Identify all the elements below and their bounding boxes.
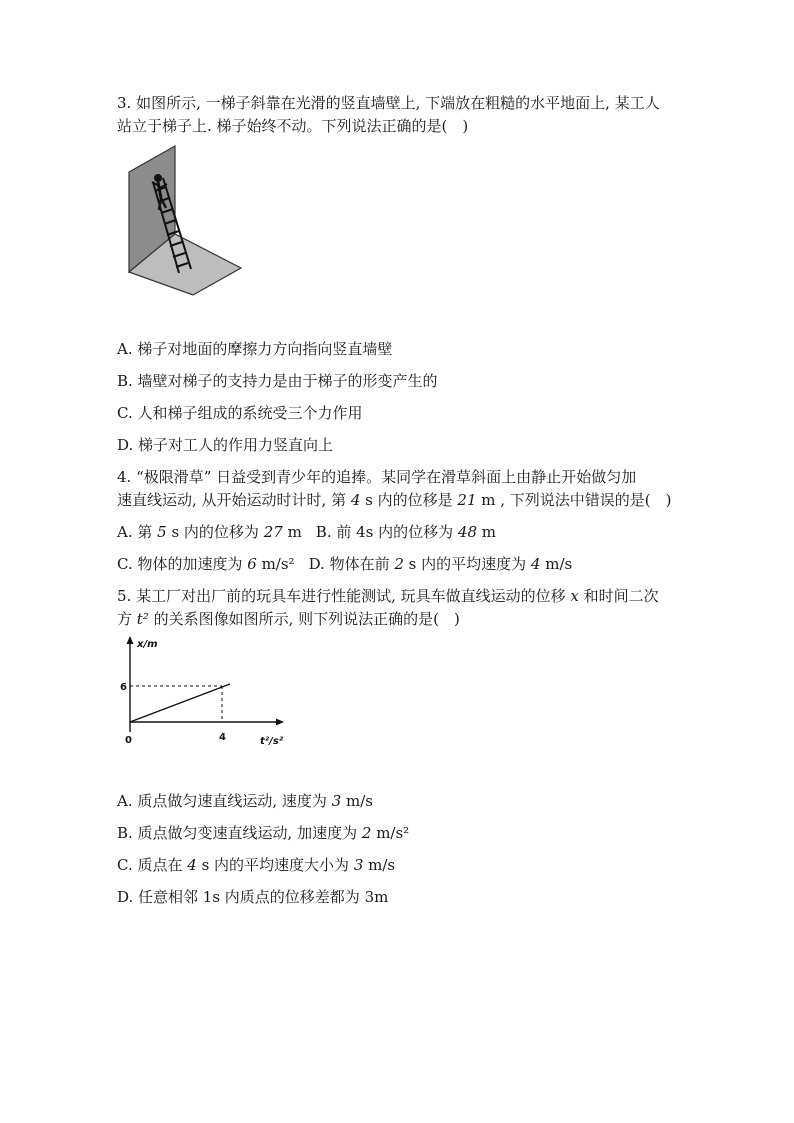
q3-option-c: C. 人和梯子组成的系统受三个力作用 — [117, 404, 363, 422]
q4-option-a: A. 第 5 s 内的位移为 27 m — [117, 523, 302, 541]
q4-options-row-2 — [117, 553, 572, 575]
q3-stem-line-2: 站立于梯子上. 梯子始终不动。下列说法正确的是( ) — [117, 117, 469, 135]
x-t2-graph — [117, 632, 292, 752]
q4-option-c: C. 物体的加速度为 6 m/s² — [117, 555, 295, 573]
q4-stem-line-2: 速直线运动, 从开始运动时计时, 第 4 s 内的位移是 21 m , 下列说法中错误的是( ) — [117, 491, 672, 509]
q5-option-b: B. 质点做匀变速直线运动, 加速度为 2 m/s² — [117, 824, 410, 842]
x-tick-label: 4 — [219, 732, 226, 743]
q3-option-a: A. 梯子对地面的摩擦力方向指向竖直墙壁 — [117, 340, 393, 358]
q5-option-a: A. 质点做匀速直线运动, 速度为 3 m/s — [117, 792, 373, 810]
q5-option-d: D. 任意相邻 1s 内质点的位移差都为 3m — [117, 888, 389, 906]
y-axis-label: x/m — [137, 639, 158, 650]
x-axis-arrow — [276, 719, 284, 726]
q4-option-b: B. 前 4s 内的位移为 48 m — [315, 523, 496, 541]
q5-stem-line-2: 方 t² 的关系图像如图所示, 则下列说法正确的是( ) — [117, 610, 460, 628]
y-tick-label: 6 — [120, 682, 127, 693]
q5-stem-line-1: 5. 某工厂对出厂前的玩具车进行性能测试, 玩具车做直线运动的位移 x 和时间二次 — [117, 587, 659, 605]
data-line — [130, 684, 230, 722]
ladder-wall-figure — [117, 142, 247, 297]
q3-stem-line-1: 3. 如图所示, 一梯子斜靠在光滑的竖直墙壁上, 下端放在粗糙的水平地面上, 某工人 — [117, 94, 660, 112]
q3-option-d: D. 梯子对工人的作用力竖直向上 — [117, 436, 334, 454]
q4-options-row-1 — [117, 521, 496, 543]
y-axis-arrow — [127, 636, 134, 644]
origin-label: 0 — [125, 735, 132, 746]
x-axis-label: t²/s² — [260, 736, 284, 747]
q3-option-b: B. 墙壁对梯子的支持力是由于梯子的形变产生的 — [117, 372, 438, 390]
q4-stem-line-1: 4. “极限滑草” 日益受到青少年的追捧。某同学在滑草斜面上由静止开始做匀加 — [117, 468, 637, 486]
q5-option-c: C. 质点在 4 s 内的平均速度大小为 3 m/s — [117, 856, 396, 874]
q4-option-d: D. 物体在前 2 s 内的平均速度为 4 m/s — [308, 555, 573, 573]
